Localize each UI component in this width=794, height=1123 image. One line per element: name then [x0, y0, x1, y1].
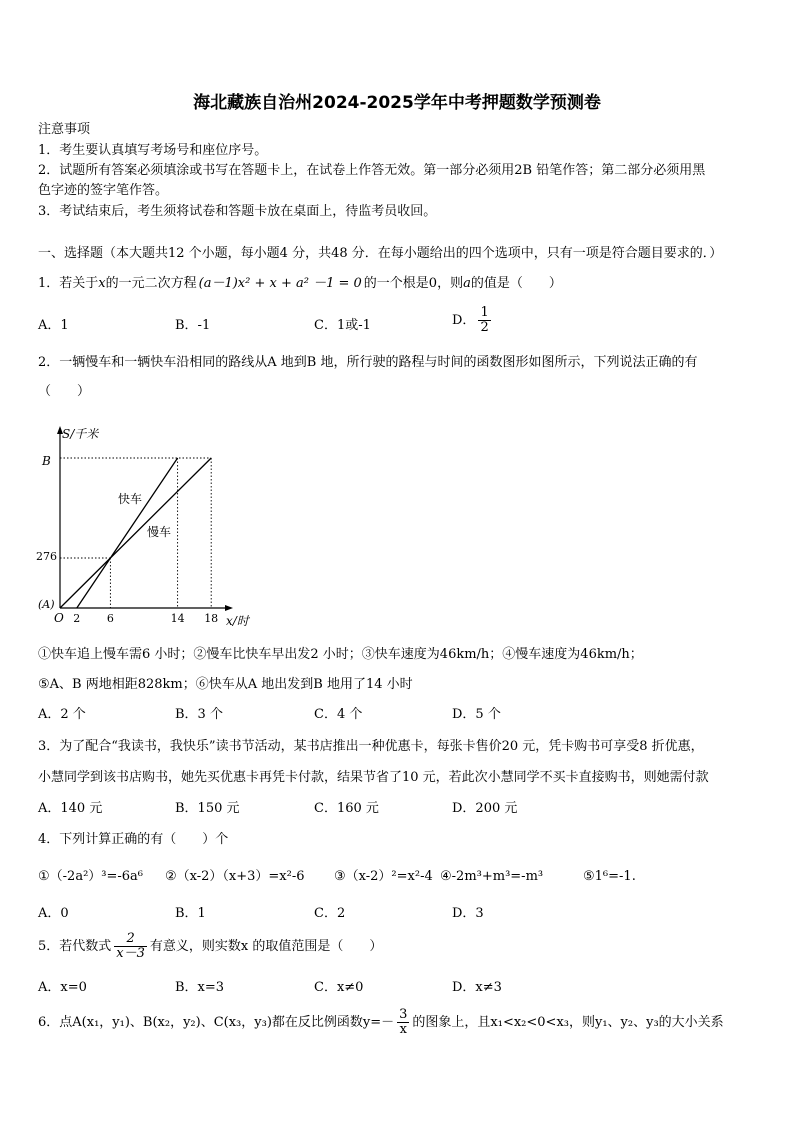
- slow-car-label: 慢车: [147, 525, 172, 539]
- q1-text-d: 的值是（ ）: [470, 276, 562, 291]
- q4-option-c: C．2: [314, 906, 346, 921]
- q3-option-b: B．150 元: [175, 801, 240, 816]
- notice-heading: 注意事项: [38, 122, 91, 137]
- x-tick-14: 14: [170, 612, 185, 625]
- q1-option-c: C．1或-1: [314, 318, 371, 333]
- notice-item-2: 2．试题所有答案必须填涂或书写在答题卡上，在试卷上作答无效。第一部分必须用2B 铅笔作答；第二部分必须用黑: [38, 163, 706, 178]
- q6-frac-num: 3: [399, 1007, 408, 1022]
- q1-text-a: 1．若关于: [38, 276, 99, 291]
- q5-frac-num: 2: [114, 932, 147, 947]
- y-tick-276: 276: [36, 550, 57, 563]
- y-tick-b: B: [42, 454, 51, 468]
- q2-statements-line-2: ⑤A、B 两地相距828km；⑥快车从A 地出发到B 地用了14 小时: [38, 677, 413, 692]
- question-2-stem: 2．一辆慢车和一辆快车沿相同的路线从A 地到B 地，所行驶的路程与时间的函数图形如图所示，下列说法正确的有: [38, 355, 698, 370]
- q5-fraction: [114, 932, 147, 961]
- q4-item-2: ②（x-2）（x+3）=x²-6: [165, 869, 305, 884]
- q5-text-b: 有意义，则实数x 的取值范围是（ ）: [149, 939, 383, 954]
- q1-text-c: 的一个根是0，则: [363, 276, 464, 291]
- section-heading: 一、选择题（本大题共12 个小题，每小题4 分，共48 分．在每小题给出的四个选项中，只有一项是符合题目要求的．）: [38, 246, 723, 261]
- y-axis-label: S/千米: [62, 427, 99, 441]
- q2-statements-line-1: ①快车追上慢车需6 小时；②慢车比快车早出发2 小时；③快车速度为46km/h；④慢车速度为46km/h；: [38, 647, 643, 662]
- q5-text-a: 5．若代数式: [38, 939, 112, 954]
- question-5-stem: [38, 932, 382, 961]
- q6-text-a: 6．点A(x₁，y₁)、B(x₂，y₂)、C(x₃，y₃)都在反比例函数y=－: [38, 1015, 395, 1030]
- q1-equation: (a－1)x² + x + a² －1 = 0: [198, 276, 362, 291]
- q1-text-b: 的一元二次方程: [105, 276, 197, 291]
- question-4-stem: 4．下列计算正确的有（ ）个: [38, 832, 229, 847]
- q5-option-b: B．x=3: [175, 980, 225, 995]
- q1-option-d-fraction: [478, 306, 490, 335]
- question-2-stem-cont: （ ）: [38, 384, 91, 399]
- question-1-stem: [38, 276, 562, 292]
- series-line-0: [60, 458, 211, 608]
- q1-option-d-den: 2: [480, 320, 489, 335]
- q3-option-d: D．200 元: [452, 801, 518, 816]
- q2-option-d: D．5 个: [452, 707, 501, 722]
- notice-item-3: 3．考试结束后，考生须将试卷和答题卡放在桌面上，待监考员收回。: [38, 204, 437, 219]
- origin-a-label: (A): [38, 598, 55, 611]
- q4-option-d: D．3: [452, 906, 484, 921]
- page-title: 海北藏族自治州2024-2025学年中考押题数学预测卷: [193, 93, 601, 113]
- q1-option-d-num: 1: [480, 305, 489, 320]
- question-6-stem: [38, 1008, 724, 1037]
- series-lines: [60, 458, 211, 608]
- distance-time-graph: [30, 420, 260, 635]
- q1-var-a: a: [463, 276, 471, 291]
- notice-item-2-cont: 色字迹的签字笔作答。: [38, 183, 169, 198]
- q4-option-a: A．0: [38, 906, 69, 921]
- x-tick-2: 2: [73, 612, 81, 625]
- q1-option-b: B．-1: [175, 318, 211, 333]
- q4-item-4: ④-2m³+m³=-m³: [440, 869, 544, 884]
- notice-item-1: 1．考生要认真填写考场号和座位序号。: [38, 143, 268, 158]
- q1-option-d: [452, 306, 494, 335]
- q5-option-c: C．x≠0: [314, 980, 364, 995]
- q1-option-a: A．1: [38, 318, 69, 333]
- x-axis-label: x/时: [226, 614, 249, 628]
- q5-option-d: D．x≠3: [452, 980, 502, 995]
- q6-frac-den: x: [399, 1022, 407, 1037]
- origin-o-label: O: [54, 611, 64, 625]
- q2-option-b: B．3 个: [175, 707, 223, 722]
- q6-text-b: 的图象上，且x₁<x₂<0<x₃，则y₁、y₂、y₃的大小关系: [412, 1015, 724, 1030]
- x-tick-6: 6: [106, 612, 114, 625]
- fast-car-label: 快车: [118, 492, 143, 506]
- q4-option-b: B．1: [175, 906, 206, 921]
- q3-option-a: A．140 元: [38, 801, 103, 816]
- q5-option-a: A．x=0: [38, 980, 87, 995]
- q5-frac-den: x－3: [116, 946, 145, 961]
- q1-var-x: x: [98, 276, 106, 291]
- q2-option-a: A．2 个: [38, 707, 86, 722]
- question-3-stem: 3．为了配合“我读书，我快乐”读书节活动，某书店推出一种优惠卡，每张卡售价20 元，凭卡购书可享受8 折优惠，: [38, 739, 704, 754]
- q6-fraction: [397, 1008, 409, 1037]
- x-tick-18: 18: [204, 612, 219, 625]
- q4-item-5: ⑤1⁶=-1.: [583, 869, 636, 884]
- q4-item-3: ③（x-2）²=x²-4: [334, 869, 433, 884]
- q1-option-d-label: D．: [452, 313, 476, 328]
- q2-option-c: C．4 个: [314, 707, 363, 722]
- q4-item-1: ①（-2a²）³=-6a⁶: [38, 869, 144, 884]
- q3-option-c: C．160 元: [314, 801, 379, 816]
- question-3-stem-cont: 小慧同学到该书店购书，她先买优惠卡再凭卡付款，结果节省了10 元，若此次小慧同学不买卡直接购书，则她需付款: [38, 770, 709, 785]
- x-axis-arrow: [225, 605, 233, 611]
